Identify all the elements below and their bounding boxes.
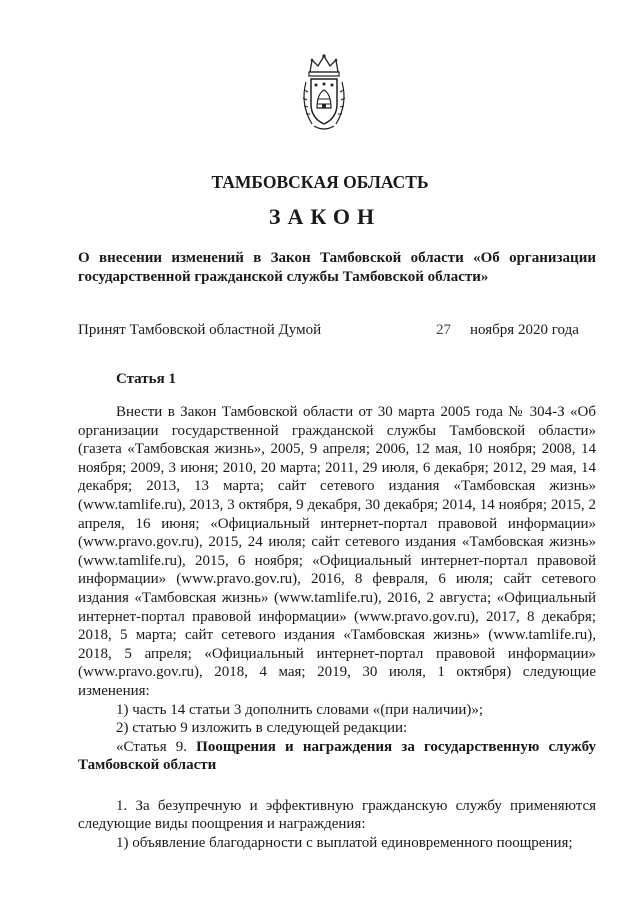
paragraph-spacer [78,775,596,797]
law-subject: О внесении изменений в Закон Тамбовской области «Об организации государственной гражданской службы Тамбовской области» [78,250,596,285]
region-title: ТАМБОВСКАЯ ОБЛАСТЬ [211,172,429,192]
new-article-prefix: «Статья 9. [116,738,188,755]
point-1-paragraph: 1. За безупречную и эффективную гражданскую службу применяются следующие виды поощрения и награждения: [78,797,596,833]
adoption-day: 27 [436,322,451,338]
coat-of-arms-emblem [298,52,350,134]
coat-of-arms-icon [298,52,350,134]
adoption-month: ноября [470,322,515,338]
law-title: ЗАКОН [268,204,382,229]
article-body [78,403,596,853]
adopted-by: Принят Тамбовской областной Думой [78,322,322,338]
article-intro-paragraph: Внести в Закон Тамбовской области от 30 марта 2005 года № 304-З «Об организации государственной гражданской службы Тамбовской области» (газета «Тамбовская жизнь», 2005, 9 апреля; 2006, 12 мая, 10 ноября; 2008, 14 ноября; 2009, 3 июня; 2010, 20 марта; 2011, 29 июля, 6 декабря; 2012, 29 мая, 14 декабря; 2013, 13 марта; сайт сетевого издания «Тамбовская жизнь» (www.tamlife.ru), 2013, 3 октября, 9 декабря, 30 декабря; 2014, 14 ноября; 2015, 2 апреля, 16 июня; «Официальный интернет-портал правовой информации» (www.pravo.gov.ru), 2015, 24 июля; сайт сетевого издания «Тамбовская жизнь» (www.tamlife.ru), 2015, 6 ноября; «Официальный интернет-портал правовой информации» (www.pravo.gov.ru), 2016, 8 февраля, 6 июля; сайт сетевого издания «Тамбовская жизнь» (www.tamlife.ru), 2016, 2 августа; «Официальный интернет-портал правовой информации» (www.pravo.gov.ru), 2017, 8 декабря; 2018, 5 марта; сайт сетевого издания «Тамбовская жизнь» (www.tamlife.ru), 2018, 5 апреля; «Официальный интернет-портал правовой информации» (www.pravo.gov.ru), 2018, 4 мая; 2019, 30 июля, 1 октября) следующие изменения: [78,404,596,699]
change-item-2: 2) статью 9 изложить в следующей редакции: [116,720,408,737]
new-article-heading [78,738,596,775]
new-article-title: Поощрения и награждения за государственную службу Тамбовской области [78,738,597,774]
adoption-year: 2020 года [518,322,579,338]
adoption-line [78,320,596,340]
change-item-1: 1) часть 14 статьи 3 дополнить словами «(при наличии)»; [116,701,484,718]
subpoint-1: 1) объявление благодарности с выплатой единовременного поощрения; [116,835,573,852]
article-heading: Статья 1 [116,371,176,387]
